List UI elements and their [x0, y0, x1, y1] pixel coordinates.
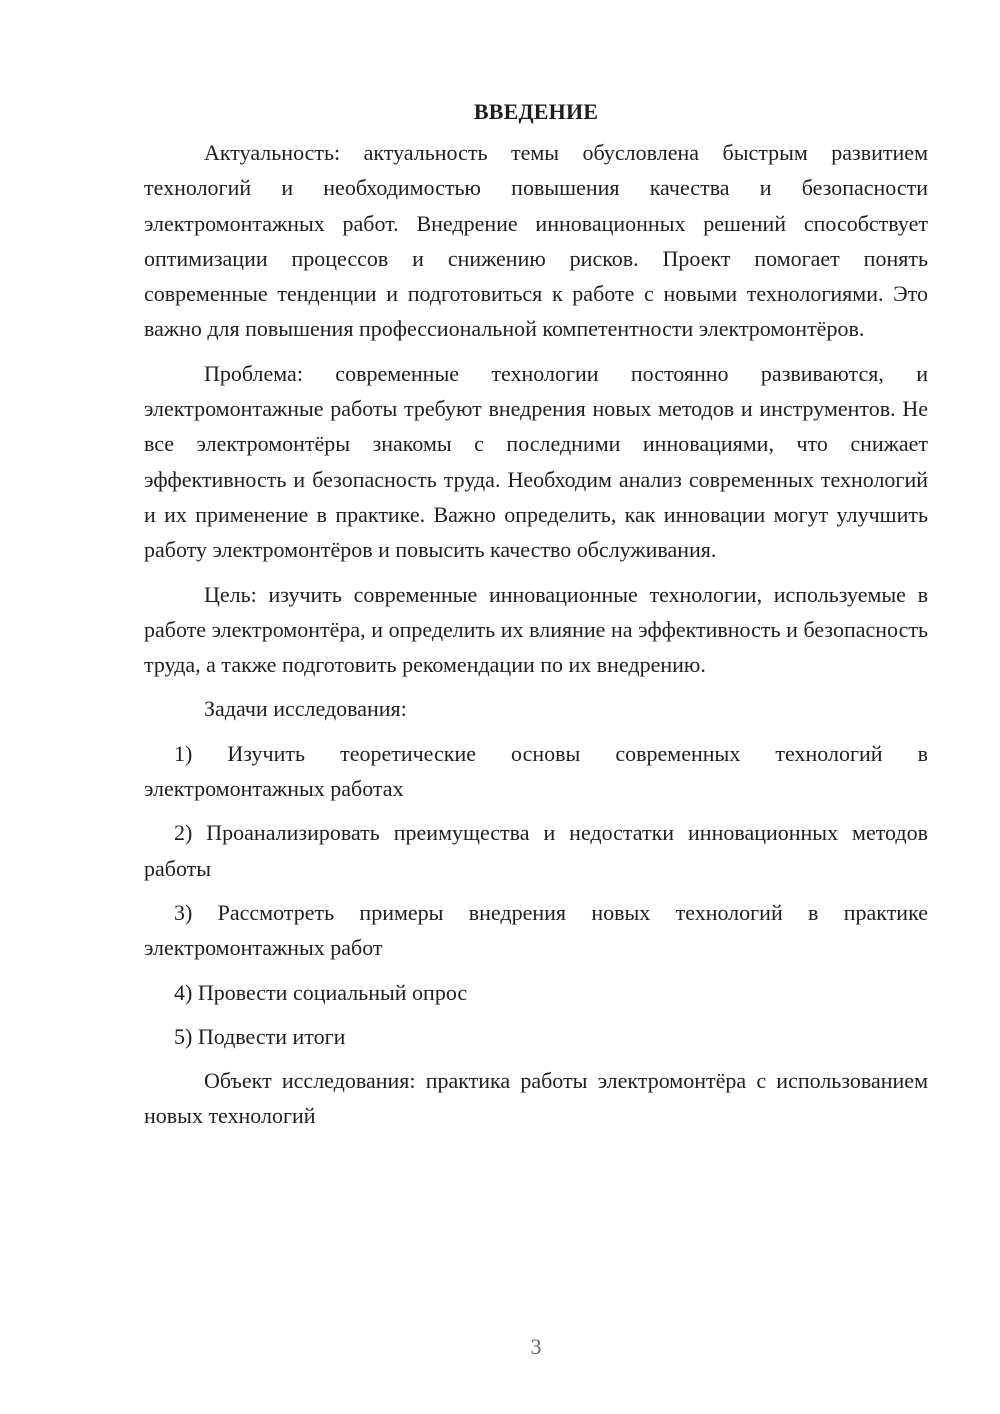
- section-title: ВВЕДЕНИЕ: [473, 99, 599, 124]
- paragraph-goal: Цель: изучить современные инновационные технологии, используемые в работе электромонтёра, и определить их влияние на эффективность и безопасность труда, а также подготовить рекомендации по их внедрению.: [144, 581, 928, 678]
- paragraph-problem: Проблема: современные технологии постоянно развиваются, и электромонтажные работы требуют внедрения новых методов и инструментов. Не все электромонтёры знакомы с последними инновациями, что снижает эффективность и безопасность труда. Необходим анализ современных технологий и их применение в практике. Важно определить, как инновации могут улучшить работу электромонтёров и повысить качество обслуживания.: [144, 360, 928, 563]
- task-item-3: 3) Рассмотреть примеры внедрения новых технологий в практике электромонтажных работ: [144, 899, 928, 961]
- page-content: [144, 94, 928, 1143]
- task-item-4: 4) Провести социальный опрос: [174, 979, 468, 1005]
- task-item-2: 2) Проанализировать преимущества и недостатки инновационных методов работы: [144, 820, 928, 881]
- task-item-1: 1) Изучить теоретические основы современных технологий в электромонтажных работах: [144, 740, 928, 802]
- paragraph-object: Объект исследования: практика работы электромонтёра с использованием новых технологий: [144, 1068, 928, 1129]
- paragraph-tasks-heading: Задачи исследования:: [204, 696, 407, 722]
- paragraph-relevance: Актуальность: актуальность темы обусловлена быстрым развитием технологий и необходимостью повышения качества и безопасности электромонтажных работ. Внедрение инновационных решений способствует оптимизации процессов и снижению рисков. Проект помогает понять современные тенденции и подготовиться к работе с новыми технологиями. Это важно для повышения профессиональной компетентности электромонтёров.: [144, 140, 928, 342]
- task-item-5: 5) Подвести итоги: [174, 1023, 346, 1049]
- page-number: 3: [530, 1334, 542, 1359]
